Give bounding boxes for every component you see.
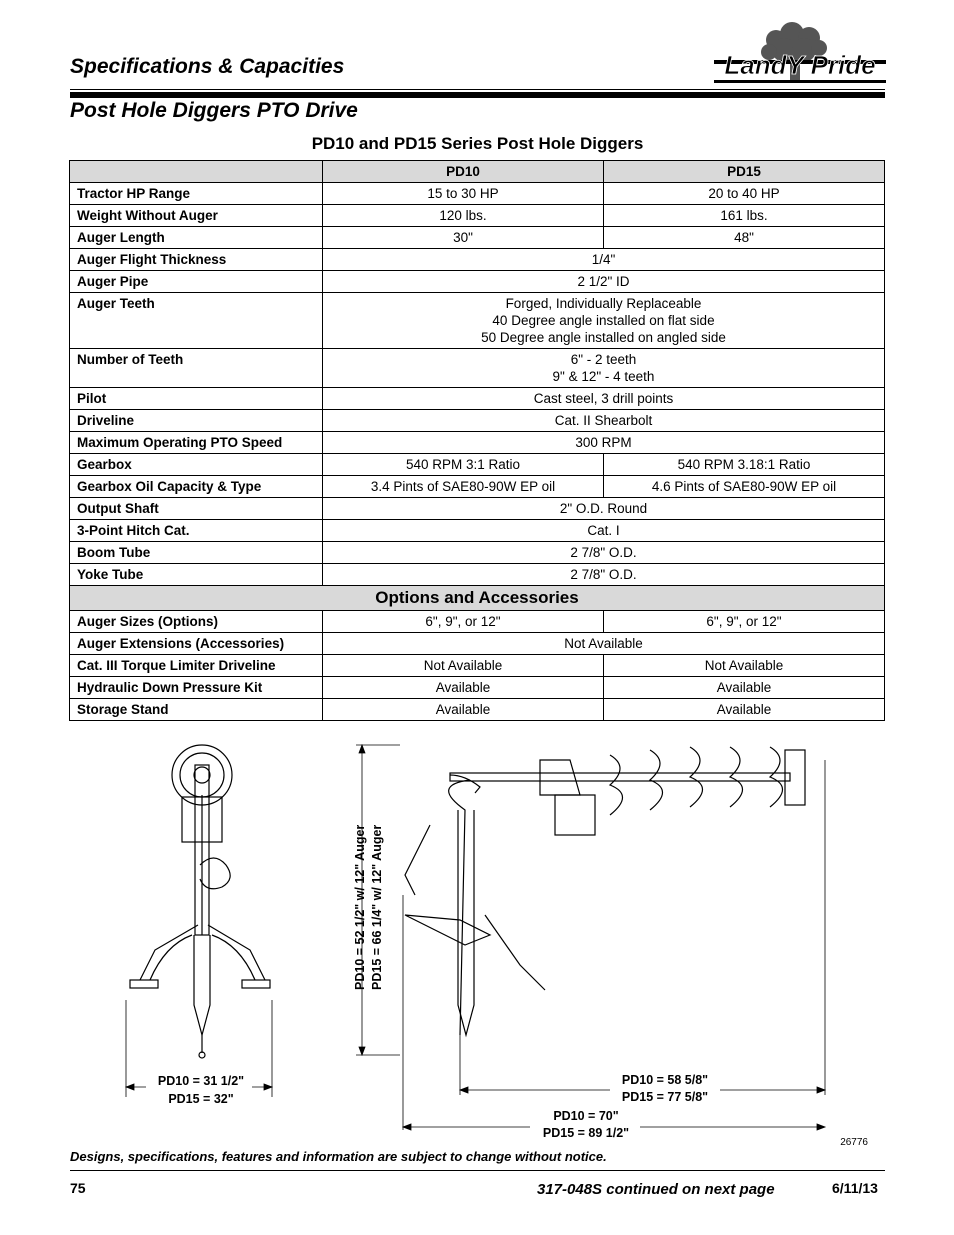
- front-view: [130, 745, 270, 1058]
- row-label: Cat. III Torque Limiter Driveline: [70, 655, 323, 677]
- options-heading: Options and Accessories: [70, 586, 885, 611]
- disclaimer: Designs, specifications, features and information are subject to change without notice.: [70, 1149, 607, 1164]
- value-pd10: Available: [323, 699, 604, 721]
- row-label: 3-Point Hitch Cat.: [70, 520, 323, 542]
- row-label: Weight Without Auger: [70, 205, 323, 227]
- value-line: 2 7/8" O.D.: [570, 567, 637, 582]
- front-width-pd10: PD10 = 31 1/2": [157, 1074, 245, 1088]
- value-both: [323, 388, 885, 410]
- landy-pride-logo: [714, 22, 886, 88]
- row-label: Storage Stand: [70, 699, 323, 721]
- height-pd15: PD15 = 66 1/4" w/ 12" Auger: [370, 824, 384, 990]
- value-line: 40 Degree angle installed on flat side: [492, 313, 715, 328]
- value-pd15: 4.6 Pints of SAE80-90W EP oil: [604, 476, 885, 498]
- row-label: Gearbox Oil Capacity & Type: [70, 476, 323, 498]
- table-row: [70, 520, 885, 542]
- overall-pd15: PD15 = 89 1/2": [542, 1126, 630, 1140]
- header-rule: [70, 92, 885, 98]
- row-label: Number of Teeth: [70, 349, 323, 388]
- value-pd15: 20 to 40 HP: [604, 183, 885, 205]
- row-label: Auger Pipe: [70, 271, 323, 293]
- table-row: [70, 454, 885, 476]
- value-both: [323, 249, 885, 271]
- value-line: 6" - 2 teeth: [570, 352, 637, 367]
- value-line: Not Available: [564, 636, 643, 651]
- spec-table: [69, 160, 885, 721]
- value-pd15: Available: [604, 699, 885, 721]
- table-row: [70, 564, 885, 586]
- table-row: [70, 542, 885, 564]
- section-title: Specifications & Capacities: [70, 55, 345, 78]
- value-pd10: Available: [323, 677, 604, 699]
- value-line: 9" & 12" - 4 teeth: [552, 369, 655, 384]
- column-header: PD15: [604, 161, 885, 183]
- options-heading-row: [70, 586, 885, 611]
- post-hole-digger-drawing: [70, 735, 885, 1148]
- options-row: [70, 655, 885, 677]
- value-both: [323, 271, 885, 293]
- reach-pd10: PD10 = 58 5/8": [621, 1073, 709, 1087]
- value-line: 2" O.D. Round: [559, 501, 648, 516]
- value-both: [323, 410, 885, 432]
- value-line: Cat. II Shearbolt: [554, 413, 653, 428]
- value-pd10: 6", 9", or 12": [323, 611, 604, 633]
- value-both: [323, 293, 885, 349]
- value-both: [323, 542, 885, 564]
- table-row: [70, 498, 885, 520]
- table-row: [70, 271, 885, 293]
- row-label: Auger Sizes (Options): [70, 611, 323, 633]
- overall-pd10: PD10 = 70": [553, 1109, 619, 1123]
- row-label: Gearbox: [70, 454, 323, 476]
- side-view: [405, 747, 805, 1035]
- value-pd15: Not Available: [604, 655, 885, 677]
- row-label: Tractor HP Range: [70, 183, 323, 205]
- value-both: [323, 520, 885, 542]
- value-line: Forged, Individually Replaceable: [505, 296, 702, 311]
- value-pd15: 6", 9", or 12": [604, 611, 885, 633]
- value-line: Cast steel, 3 drill points: [533, 391, 674, 406]
- value-both: [323, 349, 885, 388]
- options-row: [70, 633, 885, 655]
- row-label: Boom Tube: [70, 542, 323, 564]
- footer-rule: [70, 1170, 885, 1171]
- table-row: [70, 388, 885, 410]
- value-both: [323, 432, 885, 454]
- row-label: Maximum Operating PTO Speed: [70, 432, 323, 454]
- table-row: [70, 349, 885, 388]
- page-subtitle: Post Hole Diggers PTO Drive: [70, 99, 358, 122]
- header-rule-thin: [70, 89, 885, 90]
- value-pd10: Not Available: [323, 655, 604, 677]
- value-pd15: 540 RPM 3.18:1 Ratio: [604, 454, 885, 476]
- value-line: 2 7/8" O.D.: [570, 545, 637, 560]
- value-pd10: 540 RPM 3:1 Ratio: [323, 454, 604, 476]
- value-pd10: 120 lbs.: [323, 205, 604, 227]
- row-label: Auger Teeth: [70, 293, 323, 349]
- value-pd10: 3.4 Pints of SAE80-90W EP oil: [323, 476, 604, 498]
- reach-pd15: PD15 = 77 5/8": [621, 1090, 709, 1104]
- value-line: 300 RPM: [575, 435, 632, 450]
- value-line: 2 1/2" ID: [577, 274, 630, 289]
- value-pd15: 48": [604, 227, 885, 249]
- logo-text: LandY Pride: [724, 50, 876, 80]
- table-row: [70, 227, 885, 249]
- value-pd15: Available: [604, 677, 885, 699]
- row-label: Driveline: [70, 410, 323, 432]
- table-row: [70, 249, 885, 271]
- table-row: [70, 183, 885, 205]
- revision-date: 6/11/13: [832, 1180, 878, 1196]
- value-both: [323, 564, 885, 586]
- column-header: [70, 161, 323, 183]
- row-label: Pilot: [70, 388, 323, 410]
- row-label: Output Shaft: [70, 498, 323, 520]
- front-width-pd15: PD15 = 32": [168, 1092, 234, 1106]
- figure-number: 26776: [840, 1137, 868, 1148]
- options-row: [70, 611, 885, 633]
- row-label: Auger Extensions (Accessories): [70, 633, 323, 655]
- row-label: Hydraulic Down Pressure Kit: [70, 677, 323, 699]
- value-line: 50 Degree angle installed on angled side: [481, 330, 726, 345]
- height-pd10: PD10 = 52 1/2" w/ 12" Auger: [353, 824, 367, 990]
- row-label: Yoke Tube: [70, 564, 323, 586]
- column-header: PD10: [323, 161, 604, 183]
- table-row: [70, 432, 885, 454]
- row-label: Auger Flight Thickness: [70, 249, 323, 271]
- value-pd10: 15 to 30 HP: [323, 183, 604, 205]
- table-row: [70, 476, 885, 498]
- value-both: [323, 498, 885, 520]
- value-pd10: 30": [323, 227, 604, 249]
- row-label: Auger Length: [70, 227, 323, 249]
- table-caption: PD10 and PD15 Series Post Hole Diggers: [311, 134, 644, 153]
- options-row: [70, 699, 885, 721]
- options-row: [70, 677, 885, 699]
- table-row: [70, 293, 885, 349]
- value-pd15: 161 lbs.: [604, 205, 885, 227]
- value-line: 1/4": [591, 252, 616, 267]
- continued-note: 317-048S continued on next page: [537, 1181, 775, 1198]
- table-row: [70, 410, 885, 432]
- page-number: 75: [70, 1180, 86, 1196]
- value-line: Cat. I: [587, 523, 620, 538]
- table-row: [70, 205, 885, 227]
- table-header-row: [70, 161, 885, 183]
- value-both: [323, 633, 885, 655]
